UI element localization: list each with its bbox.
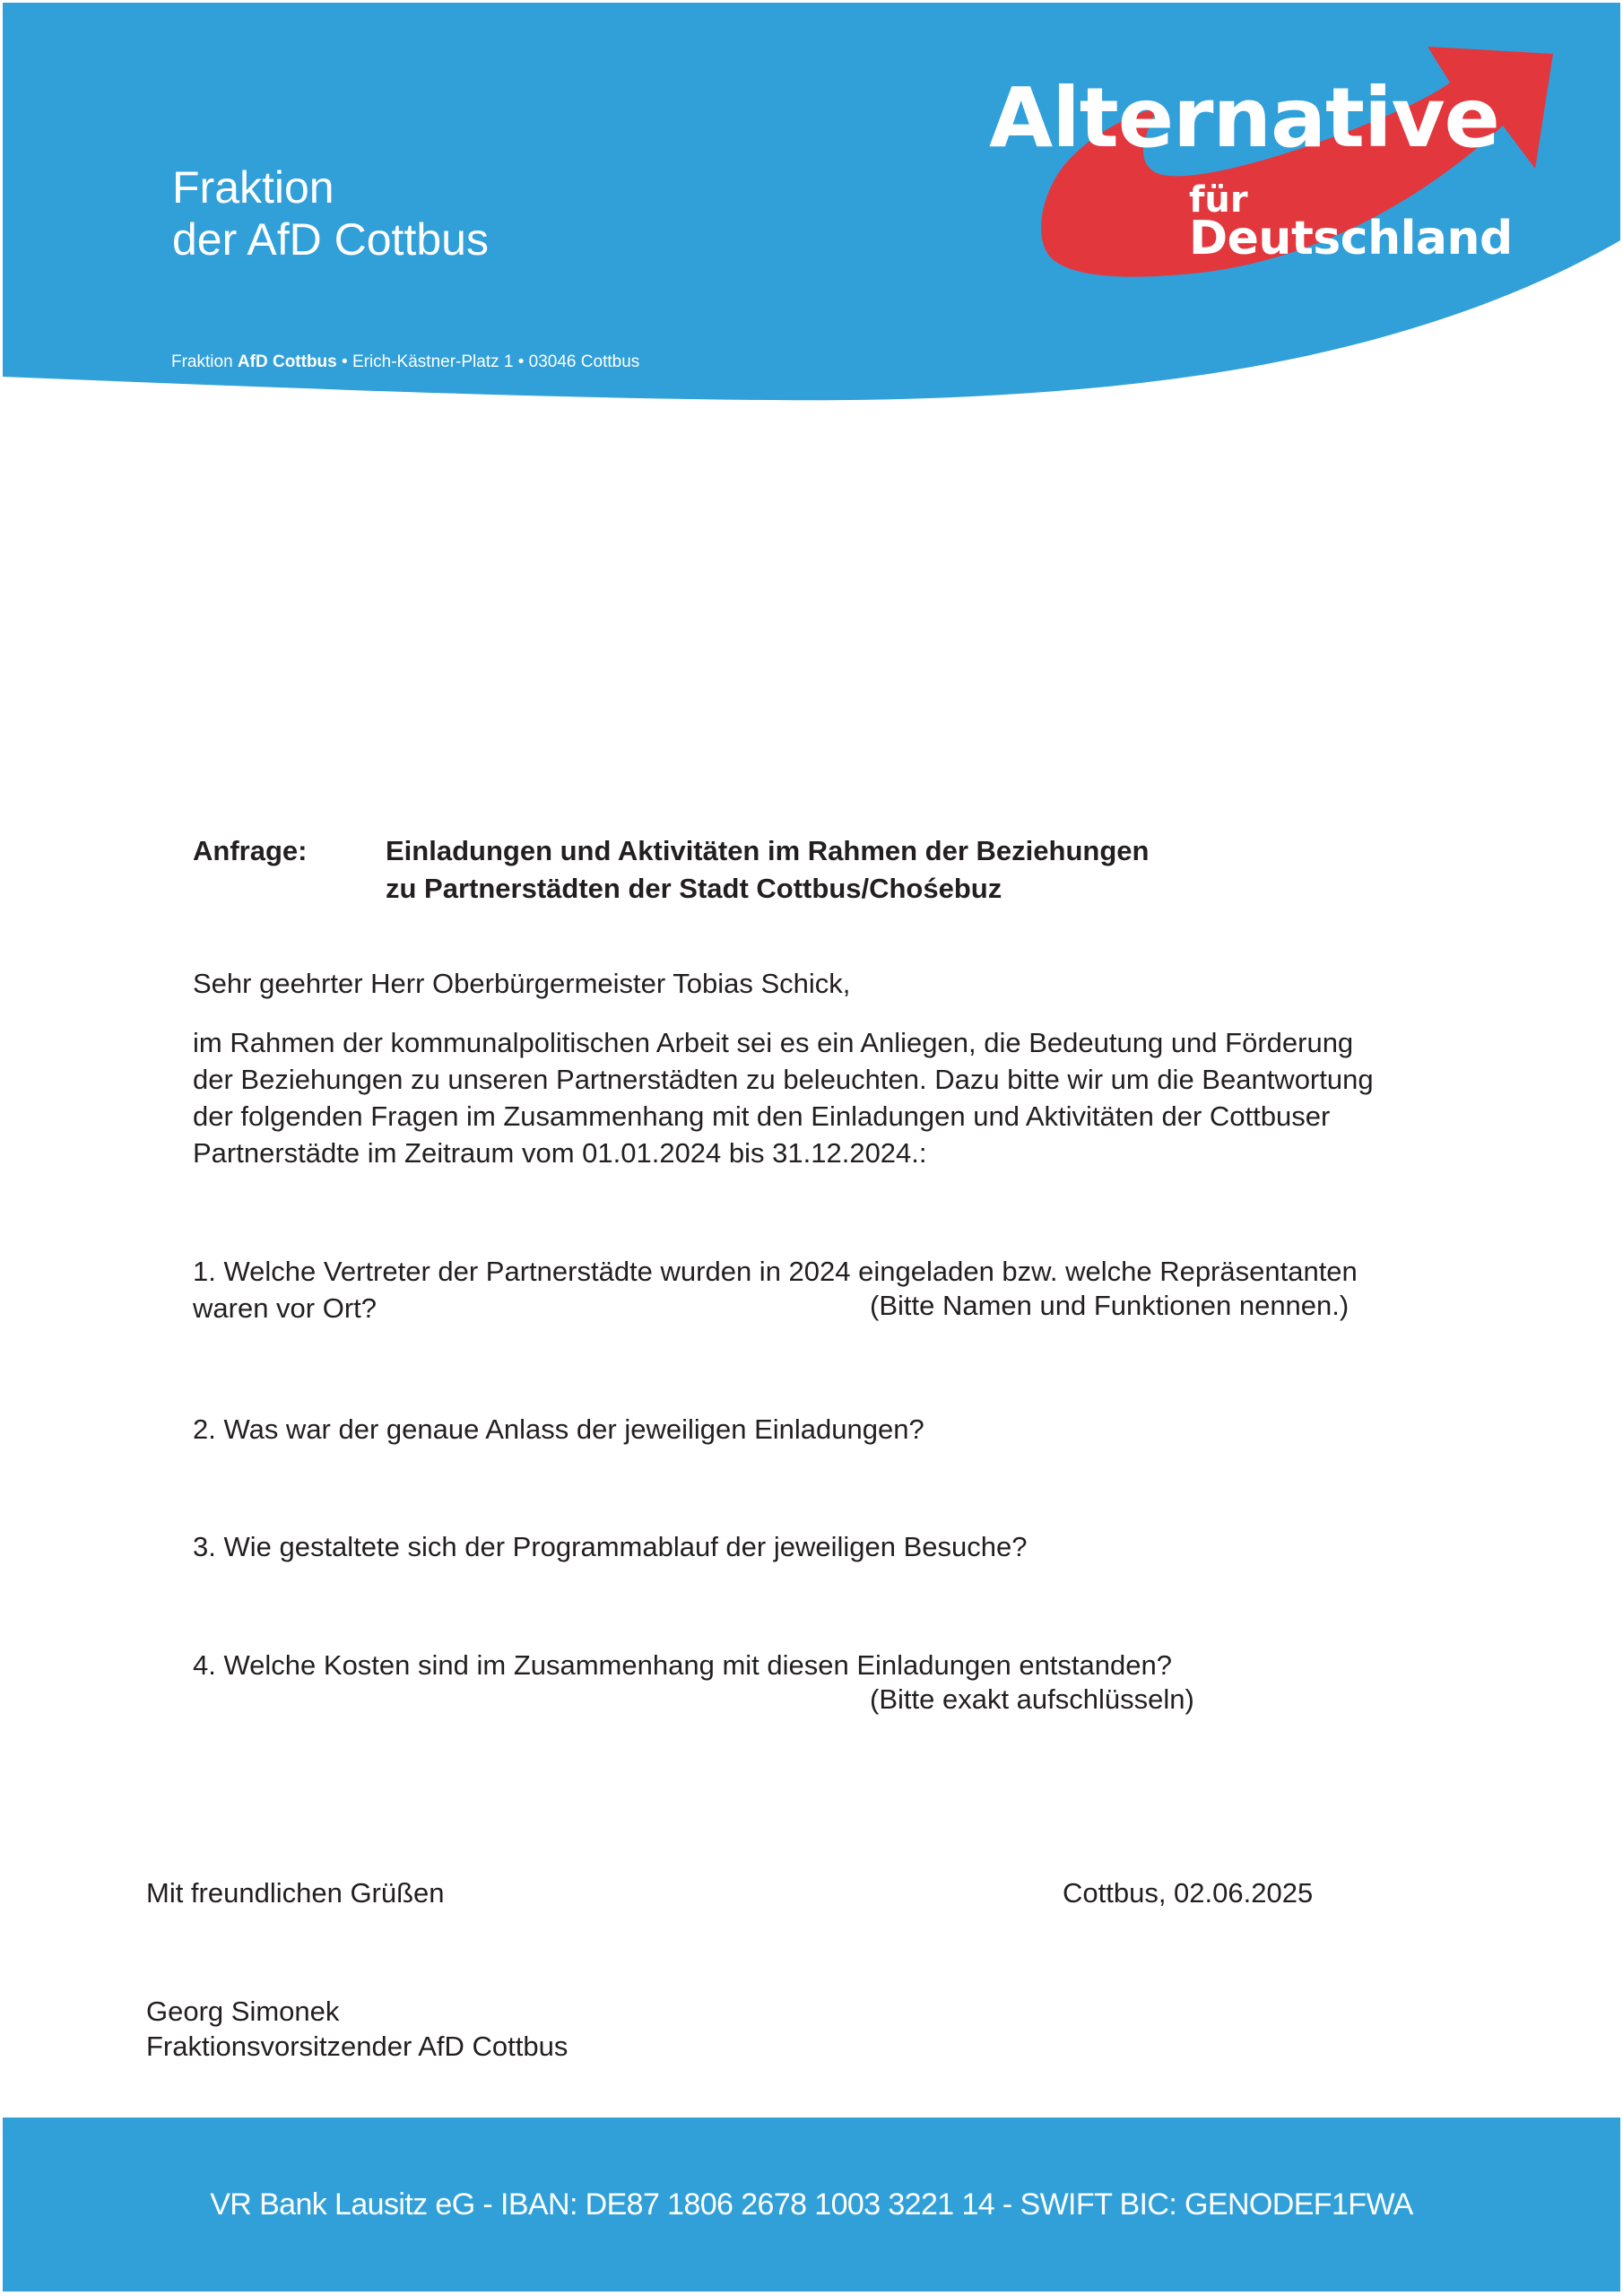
signer-name: Georg Simonek: [146, 1996, 340, 2027]
question-line: 1. Welche Vertreter der Partnerstädte wurden in 2024 eingeladen bzw. welche Repräsentanten: [193, 1256, 1358, 1287]
faction-title: [172, 161, 489, 265]
subject-line: zu Partnerstädten der Stadt Cottbus/Chośebuz: [386, 873, 1002, 904]
subject-text: [386, 832, 1149, 908]
intro-paragraph: [193, 1024, 1374, 1171]
bank-details: VR Bank Lausitz eG - IBAN: DE87 1806 2678 1003 3221 14 - SWIFT BIC: GENODEF1FWA: [210, 2187, 1413, 2222]
question-line: 3. Wie gestaltete sich der Programmablauf der jeweiligen Besuche?: [193, 1531, 1028, 1562]
address-prefix: Fraktion: [171, 352, 233, 371]
faction-title-line: Fraktion: [172, 162, 334, 213]
question-3: [193, 1528, 1027, 1565]
logo-word-deutschland: Deutschland: [1189, 212, 1513, 265]
letterhead: [0, 0, 1623, 413]
signer-role: Fraktionsvorsitzender AfD Cottbus: [146, 2031, 568, 2062]
question-4: [193, 1647, 1172, 1683]
footer-band: [3, 2118, 1620, 2292]
address-rest: • Erich-Kästner-Platz 1 • 03046 Cottbus: [342, 352, 640, 371]
question-line: 4. Welche Kosten sind im Zusammenhang mit diesen Einladungen entstanden?: [193, 1649, 1172, 1681]
question-line: waren vor Ort?: [193, 1292, 378, 1324]
question-line: 2. Was war der genaue Anlass der jeweiligen Einladungen?: [193, 1413, 924, 1445]
intro-line: Partnerstädte im Zeitraum vom 01.01.2024 bis 31.12.2024.:: [193, 1137, 927, 1169]
intro-line: der Beziehungen zu unseren Partnerstädten zu beleuchten. Dazu bitte wir um die Beantwortung: [193, 1064, 1374, 1095]
sender-address: [171, 352, 639, 372]
address-bold: AfD Cottbus: [237, 352, 337, 371]
faction-title-line: der AfD Cottbus: [172, 214, 489, 265]
intro-line: im Rahmen der kommunalpolitischen Arbeit sei es ein Anliegen, die Bedeutung und Förderung: [193, 1027, 1354, 1058]
question-1-note: (Bitte Namen und Funktionen nennen.): [870, 1290, 1350, 1321]
logo-word-alternative: Alternative: [989, 70, 1499, 166]
salutation: Sehr geehrter Herr Oberbürgermeister Tobias Schick,: [193, 968, 851, 999]
subject-line: Einladungen und Aktivitäten im Rahmen der Beziehungen: [386, 835, 1150, 866]
closing-phrase: Mit freundlichen Grüßen: [146, 1877, 445, 1909]
intro-line: der folgenden Fragen im Zusammenhang mit den Einladungen und Aktivitäten der Cottbuser: [193, 1100, 1331, 1132]
place-date: Cottbus, 02.06.2025: [1063, 1877, 1314, 1909]
question-2: [193, 1411, 924, 1448]
logo-word-fuer: für: [1189, 179, 1248, 221]
question-4-note: (Bitte exakt aufschlüsseln): [870, 1683, 1194, 1715]
subject-label: Anfrage:: [193, 835, 308, 866]
